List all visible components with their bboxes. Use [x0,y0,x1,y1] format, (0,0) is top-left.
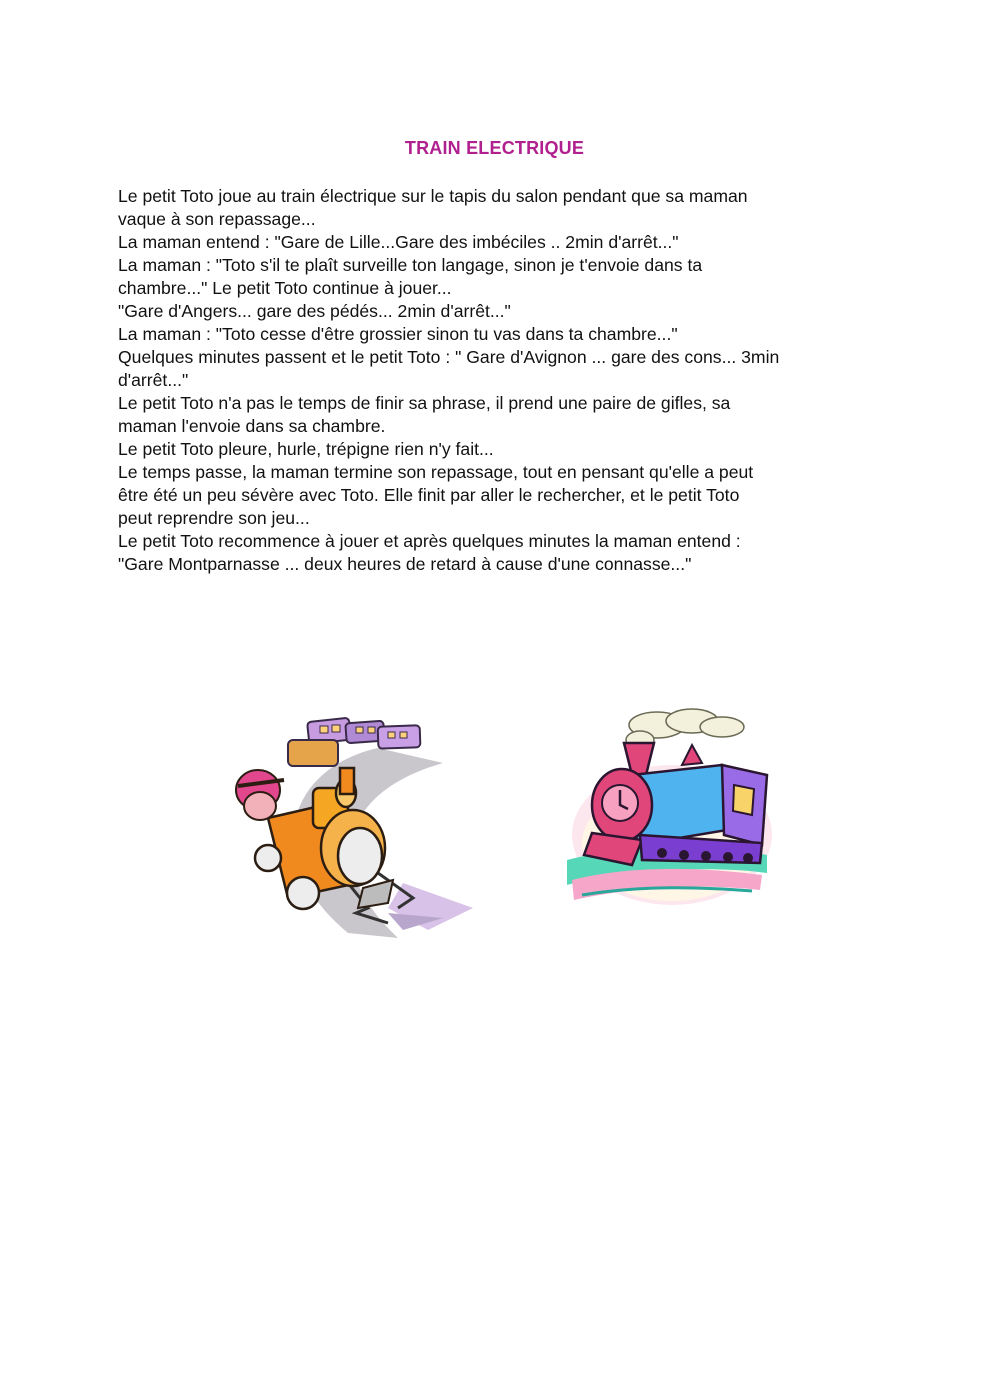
story-paragraph: La maman : "Toto cesse d'être grossier sinon tu vas dans ta chambre..." [118,324,678,344]
story-paragraph: Quelques minutes passent et le petit Toto : " Gare d'Avignon ... gare des cons... 3min d'arrêt..." [118,347,780,390]
story-paragraph: La maman entend : "Gare de Lille...Gare des imbéciles .. 2min d'arrêt..." [118,232,679,252]
story-text [118,185,878,576]
toy-train-on-track-icon [228,708,480,940]
story-paragraph: Le petit Toto n'a pas le temps de finir sa phrase, il prend une paire de gifles, sa maman l'envoie dans sa chambre. [118,393,731,436]
story-paragraph: La maman : "Toto s'il te plaît surveille ton langage, sinon je t'envoie dans ta chambre..." Le petit Toto continue à jouer... [118,255,703,298]
story-paragraph: Le petit Toto pleure, hurle, trépigne rien n'y fait... [118,439,494,459]
story-paragraph: Le temps passe, la maman termine son repassage, tout en pensant qu'elle a peut être été un peu sévère avec Toto. Elle finit par aller le rechercher, et le petit Toto peut reprendre son jeu... [118,462,754,528]
story-paragraph: Le petit Toto joue au train électrique sur le tapis du salon pendant que sa maman vaque à son repassage... [118,186,748,229]
steam-locomotive-icon [562,705,772,905]
story-paragraph: Le petit Toto recommence à jouer et après quelques minutes la maman entend : "Gare Montparnasse ... deux heures de retard à cause d'une connasse..." [118,531,741,574]
page-title: TRAIN ELECTRIQUE [404,138,585,158]
story-paragraph: "Gare d'Angers... gare des pédés... 2min d'arrêt..." [118,301,511,321]
